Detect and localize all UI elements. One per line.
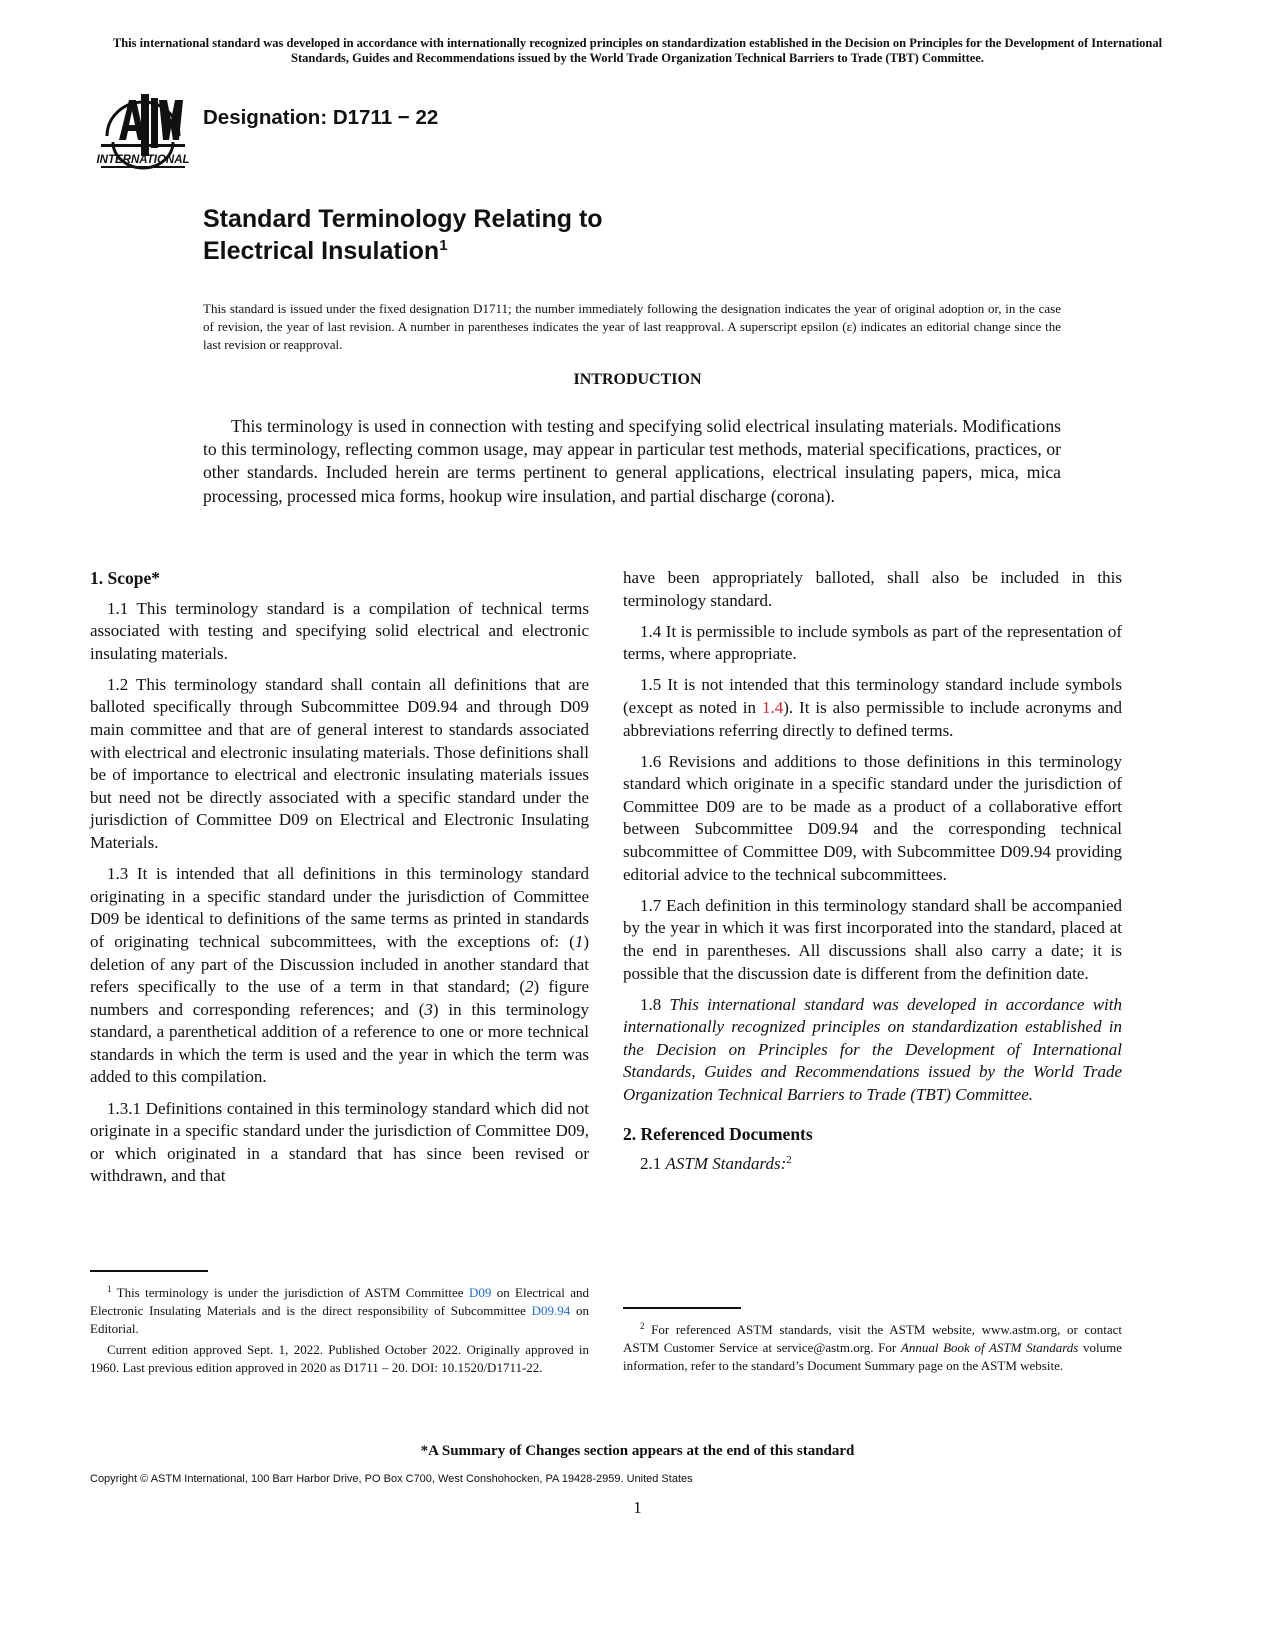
paragraph-1-5: 1.5 It is not intended that this terminology standard include symbols (except as noted in 1.4). It is also permissible to include acronyms and abbreviations referring directly to defined terms. — [623, 675, 1122, 740]
title-line-1: Standard Terminology Relating to — [203, 205, 603, 233]
footnote-rule-left — [90, 1270, 208, 1272]
paragraph-2-1: 2.1 ASTM Standards:$^2$ — [640, 1154, 792, 1174]
paragraph-1-2: 1.2 This terminology standard shall contain all definitions that are balloted specifically through Subcommittee D09.94 and through D09 main committee and that are of general interest to standards associated with electrical and electronic insulating materials. Those definitions shall be of importance to electrical and electronic insulating materials issues but need not be directly associated with a specific standard under the jurisdiction of Committee D09 on Electrical and Electronic Insulating Materials. — [90, 674, 589, 853]
subcommittee-d09-94-link[interactable]: D09.94 — [531, 1303, 571, 1318]
introduction-heading: INTRODUCTION — [573, 371, 702, 388]
paragraph-1-8: 1.8 This international standard was developed in accordance with internationally recognized principles on standardization established in the Decision on Principles for the Development of International Standards, Guides and Recommendations issued by the World Trade Organization Technical Barriers to Trade (TBT) Committee. — [623, 994, 1122, 1104]
paragraph-1-7: 1.7 Each definition in this terminology standard shall be accompanied by the year in which it was first incorporated into the standard, placed at the end in parentheses. All discussions shall also carry a date; it is possible that the discussion date is different from the definition date. — [623, 895, 1122, 983]
title-footnote-ref: 1 — [439, 237, 448, 254]
logo-text: INTERNATIONAL — [96, 154, 190, 166]
footnotes-right — [623, 1321, 1122, 1378]
copyright-line: Copyright © ASTM International, 100 Barr Harbor Drive, PO Box C700, West Conshohocken, PA 19428-2959. United States — [90, 1473, 693, 1485]
footnote-rule-right — [623, 1307, 741, 1309]
title-line-2: Electrical Insulation — [203, 237, 440, 265]
left-column — [90, 567, 589, 1196]
footnotes-left — [90, 1284, 589, 1380]
issuance-statement: This standard is issued under the fixed designation D1711; the number immediately following the designation indicates the year of original adoption or, in the case of revision, the year of last revision. A number in parentheses indicates the year of last reapproval. A superscript epsilon (ε) indicates an editorial change since the last revision or reapproval. — [203, 301, 1061, 352]
paragraph-1-4: 1.4 It is permissible to include symbols as part of the representation of terms, where appropriate. — [623, 621, 1122, 664]
document-title — [203, 203, 603, 267]
footnote-2: $^2$ For referenced ASTM standards, visit the ASTM website, www.astm.org, or contact ASTM Customer Service at service@astm.org. For Annual Book of ASTM Standards volume information, refer to the standard’s Document Summary page on the ASTM website. — [623, 1321, 1122, 1373]
footnote-1-edition: Current edition approved Sept. 1, 2022. Published October 2022. Originally approved in 1960. Last previous edition approved in 2020 as D1711 – 20. DOI: 10.1520/D1711-22. — [90, 1342, 589, 1375]
summary-of-changes-note: *A Summary of Changes section appears at the end of this standard — [420, 1443, 855, 1459]
referenced-documents-heading: 2. Referenced Documents — [623, 1123, 813, 1144]
astm-international-logo-icon — [93, 84, 193, 176]
paragraph-1-3-1-continued: have been appropriately balloted, shall also be included in this terminology standard. — [623, 568, 1122, 610]
right-column — [623, 567, 1122, 1184]
section-1-4-link[interactable]: 1.4 — [761, 697, 784, 717]
committee-d09-link[interactable]: D09 — [468, 1285, 492, 1300]
scope-heading: 1. Scope* — [90, 568, 160, 588]
paragraph-1-3-1: 1.3.1 Definitions contained in this terminology standard which did not originate in a specific standard under the jurisdiction of Committee D09, or which originated in a standard that has since been revised or withdrawn, and that — [90, 1098, 589, 1186]
paragraph-1-6: 1.6 Revisions and additions to those definitions in this terminology standard which originate in a specific standard under the jurisdiction of Committee D09 are to be made as a product of a collaborative effort between Subcommittee D09.94 and the corresponding technical subcommittee of Committee D09, with Subcommittee D09.94 providing editorial advice to the technical subcommittees. — [623, 751, 1122, 884]
paragraph-1-3: 1.3 It is intended that all definitions in this terminology standard originating in a specific standard under the jurisdiction of Committee D09 be identical to definitions of the same terms as printed in standards of originating technical subcommittees, with the exceptions of: (1) deletion of any part of the Discussion included in another standard that refers specifically to the use of a term in that standard; (2) figure numbers and corresponding references; and (3) in this terminology standard, a parenthetical addition of a reference to one or more technical standards in which the term is used and the year in which the term was added to this compilation. — [90, 864, 590, 1087]
wto-notice: This international standard was developed in accordance with internationally recognized principles on standardization established in the Decision on Principles for the Development of International Standards, Guides and Recommendations issued by the World Trade Organization Technical Barriers to Trade (TBT) Committee. — [112, 36, 1163, 65]
paragraph-1-1: 1.1 This terminology standard is a compilation of technical terms associated with testing and specifying solid electrical and electronic insulating materials. — [90, 598, 589, 663]
footnote-1: $^1$ This terminology is under the jurisdiction of ASTM Committee D09 on Electrical and Electronic Insulating Materials and is the direct responsibility of Subcommittee D09.94 on Editorial. — [90, 1284, 589, 1336]
designation: Designation: D1711 − 22 — [203, 106, 439, 129]
page-number: 1 — [633, 1498, 642, 1517]
introduction-body: This terminology is used in connection with testing and specifying solid electrical insulating materials. Modifications to this terminology, reflecting common usage, may appear in particular test methods, material specifications, practices, or other standards. Included herein are terms pertinent to general applications, electrical insulating papers, mica, mica processing, processed mica forms, hookup wire insulation, and partial discharge (corona). — [203, 416, 1061, 506]
